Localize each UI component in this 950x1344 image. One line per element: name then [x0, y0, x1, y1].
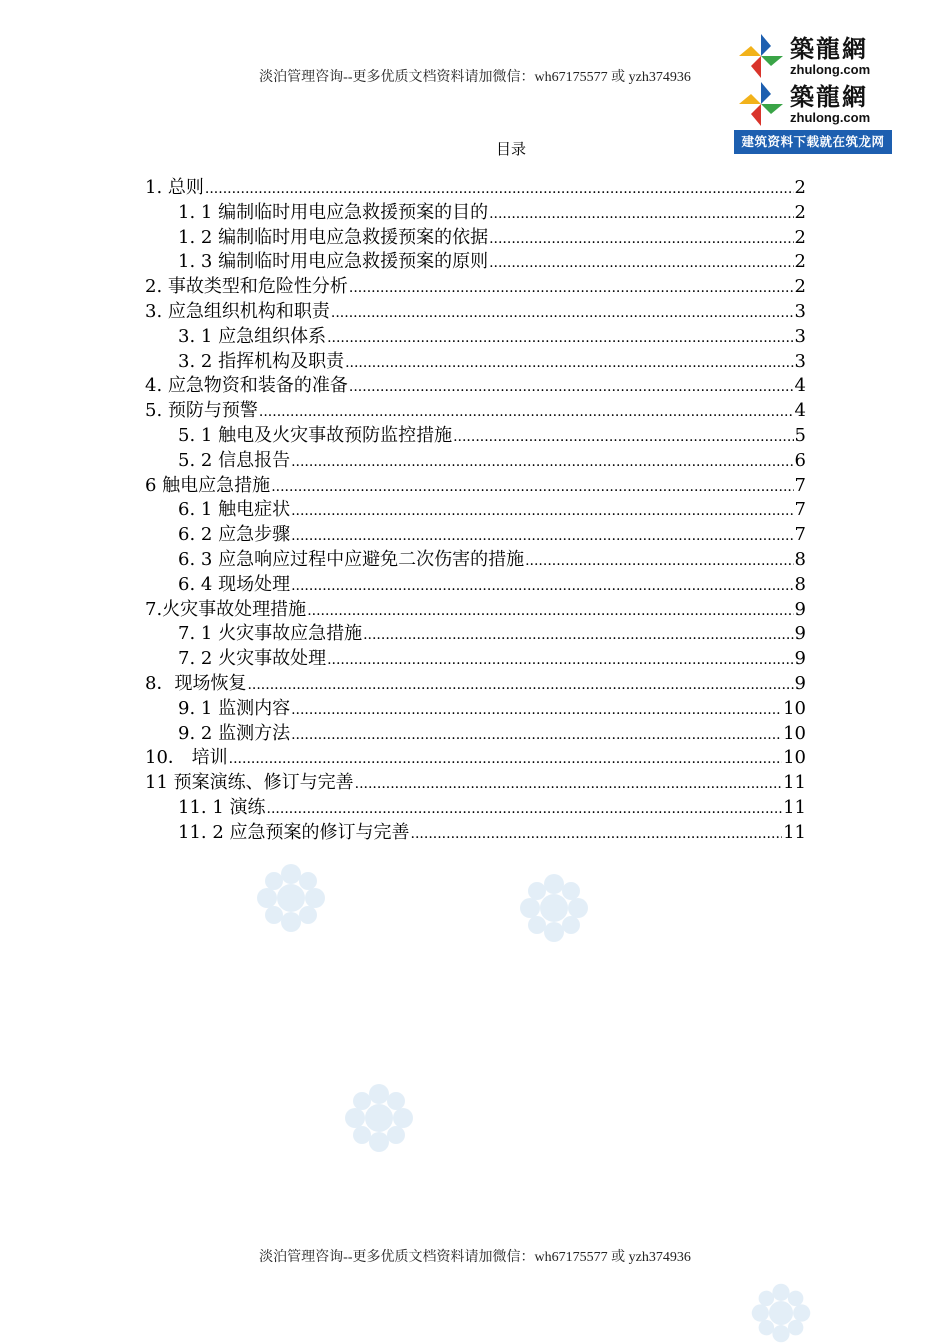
toc-entry[interactable]: [145, 644, 806, 669]
toc-entry-page: 9: [794, 598, 806, 620]
toc-entry-label: 3. 应急组织机构和职责: [145, 300, 330, 322]
toc-entry[interactable]: [145, 669, 806, 694]
toc-leader-dots: [291, 528, 793, 544]
toc-entry[interactable]: [145, 396, 806, 421]
toc-leader-dots: [291, 578, 793, 594]
toc-entry-page: 8: [794, 548, 806, 570]
toc-entry[interactable]: [145, 272, 806, 297]
toc-entry-page: 4: [794, 375, 806, 397]
toc-entry[interactable]: [145, 322, 806, 347]
toc-entry[interactable]: [145, 520, 806, 545]
toc-entry-page: 5: [794, 424, 806, 446]
toc-entry-label: 5. 2 信息报告: [178, 449, 291, 471]
watermark-flower-icon: [518, 872, 590, 944]
toc-entry-page: 10: [783, 722, 806, 744]
page-footer: 淡泊管理咨询--更多优质文档资料请加微信：wh67175577 或 yzh374936: [259, 1250, 691, 1265]
toc-entry-label: 1. 3 编制临时用电应急救援预案的原则: [178, 251, 489, 273]
toc-entry[interactable]: [145, 247, 806, 272]
toc-entry-page: 11: [783, 772, 806, 794]
page-header: 淡泊管理咨询--更多优质文档资料请加微信：wh67175577 或 yzh374936: [259, 70, 691, 85]
toc-entry[interactable]: [145, 743, 806, 768]
toc-entry-label: 7.火灾事故处理措施: [145, 598, 307, 620]
toc-leader-dots: [307, 603, 793, 619]
toc-entry-label: 6. 4 现场处理: [178, 573, 291, 595]
watermark-flower-icon: [748, 1282, 814, 1344]
toc-entry-label: 7. 2 火灾事故处理: [178, 648, 327, 670]
toc-leader-dots: [345, 355, 793, 371]
toc-entry[interactable]: [145, 545, 806, 570]
toc-entry-label: 8．现场恢复: [145, 672, 247, 694]
toc-entry-page: 9: [794, 672, 806, 694]
toc-entry[interactable]: [145, 198, 806, 223]
toc-entry-page: 4: [794, 400, 806, 422]
toc-entry[interactable]: [145, 421, 806, 446]
toc-entry-label: 6. 2 应急步骤: [178, 524, 291, 546]
toc-entry-page: 7: [794, 524, 806, 546]
toc-leader-dots: [229, 751, 782, 767]
toc-entry-page: 3: [794, 325, 806, 347]
toc-entry-label: 6. 1 触电症状: [178, 499, 291, 521]
toc-entry-page: 2: [794, 251, 806, 273]
toc-entry-label: 2. 事故类型和危险性分析: [145, 276, 348, 298]
logo-cn-text: 築龍網: [790, 34, 868, 63]
pinwheel-logo-icon: [734, 80, 788, 128]
toc-entry-page: 2: [794, 177, 806, 198]
toc-leader-dots: [259, 404, 794, 420]
toc-leader-dots: [453, 429, 793, 445]
toc-entry[interactable]: [145, 818, 806, 843]
toc-entry-page: 3: [794, 300, 806, 322]
toc-entry-label: 5. 预防与预警: [145, 400, 258, 422]
toc-leader-dots: [291, 503, 793, 519]
toc-entry[interactable]: [145, 371, 806, 396]
toc-leader-dots: [247, 677, 793, 693]
toc-entry[interactable]: [145, 173, 806, 198]
toc-entry-page: 10: [783, 697, 806, 719]
toc-entry-label: 3. 1 应急组织体系: [178, 325, 327, 347]
toc-entry[interactable]: [145, 793, 806, 818]
logo-cn-text: 築龍網: [790, 82, 868, 111]
toc-leader-dots: [291, 454, 793, 470]
toc-leader-dots: [349, 280, 794, 296]
toc-entry-page: 8: [794, 573, 806, 595]
toc-entry[interactable]: [145, 347, 806, 372]
toc-leader-dots: [355, 776, 782, 792]
toc-entry[interactable]: [145, 595, 806, 620]
toc-entry-page: 2: [794, 201, 806, 223]
toc-entry-label: 3. 2 指挥机构及职责: [178, 350, 345, 372]
toc-leader-dots: [205, 181, 794, 197]
toc-entry-label: 9. 1 监测内容: [178, 697, 291, 719]
toc-entry-label: 11 预案演练、修订与完善: [145, 772, 354, 794]
toc-leader-dots: [327, 330, 793, 346]
toc-leader-dots: [327, 652, 793, 668]
toc-leader-dots: [489, 255, 793, 271]
toc-leader-dots: [489, 206, 793, 222]
toc-entry-label: 11. 2 应急预案的修订与完善: [178, 821, 410, 843]
toc-leader-dots: [271, 479, 793, 495]
pinwheel-logo-icon: [734, 32, 788, 80]
toc-entry-label: 7. 1 火灾事故应急措施: [178, 623, 363, 645]
logo-en-text: zhulong.com: [790, 62, 871, 77]
toc-entry-page: 6: [794, 449, 806, 471]
toc-entry-label: 9. 2 监测方法: [178, 722, 291, 744]
toc-entry-page: 2: [794, 226, 806, 248]
toc-leader-dots: [363, 627, 793, 643]
toc-entry-label: 10． 培训: [145, 747, 228, 769]
toc-entry[interactable]: [145, 446, 806, 471]
toc-entry[interactable]: [145, 297, 806, 322]
toc-entry-page: 7: [794, 474, 806, 496]
toc-entry-page: 11: [783, 821, 806, 843]
toc-entry-label: 1. 总则: [145, 177, 204, 198]
toc-entry-label: 4. 应急物资和装备的准备: [145, 375, 348, 397]
toc-leader-dots: [267, 801, 783, 817]
logo-row-1: [734, 32, 892, 80]
toc-title: 目录: [495, 140, 526, 158]
toc-entry-page: 9: [794, 648, 806, 670]
toc-entry-label: 5. 1 触电及火灾事故预防监控措施: [178, 424, 453, 446]
toc-entry[interactable]: [145, 223, 806, 248]
toc-entry-label: 6. 3 应急响应过程中应避免二次伤害的措施: [178, 548, 525, 570]
toc-entry[interactable]: [145, 768, 806, 793]
toc-entry-page: 2: [794, 276, 806, 298]
watermark-flower-icon: [343, 1082, 415, 1154]
toc-entry[interactable]: [145, 495, 806, 520]
toc-entry-page: 7: [794, 499, 806, 521]
toc-entry-label: 6 触电应急措施: [145, 474, 271, 496]
toc-leader-dots: [525, 553, 793, 569]
toc-leader-dots: [489, 231, 793, 247]
toc-entry[interactable]: [145, 570, 806, 595]
toc-entry[interactable]: [145, 619, 806, 644]
toc-entry-page: 11: [783, 796, 806, 818]
zhulong-logo: [734, 32, 892, 154]
toc-leader-dots: [331, 305, 794, 321]
toc-entry-page: 9: [794, 623, 806, 645]
table-of-contents: [145, 173, 806, 843]
toc-entry-page: 10: [783, 747, 806, 769]
toc-entry-label: 1. 2 编制临时用电应急救援预案的依据: [178, 226, 489, 248]
watermark-flower-icon: [255, 862, 327, 934]
toc-leader-dots: [291, 727, 782, 743]
logo-banner: 建筑资料下载就在筑龙网: [734, 130, 892, 154]
toc-leader-dots: [411, 826, 783, 842]
logo-row-2: [734, 80, 892, 128]
toc-entry-label: 1. 1 编制临时用电应急救援预案的目的: [178, 201, 489, 223]
toc-entry[interactable]: [145, 471, 806, 496]
logo-en-text: zhulong.com: [790, 110, 871, 125]
toc-entry-page: 3: [794, 350, 806, 372]
toc-entry[interactable]: [145, 719, 806, 744]
toc-entry[interactable]: [145, 694, 806, 719]
toc-entry-label: 11. 1 演练: [178, 796, 266, 818]
toc-leader-dots: [291, 702, 782, 718]
toc-leader-dots: [349, 379, 794, 395]
